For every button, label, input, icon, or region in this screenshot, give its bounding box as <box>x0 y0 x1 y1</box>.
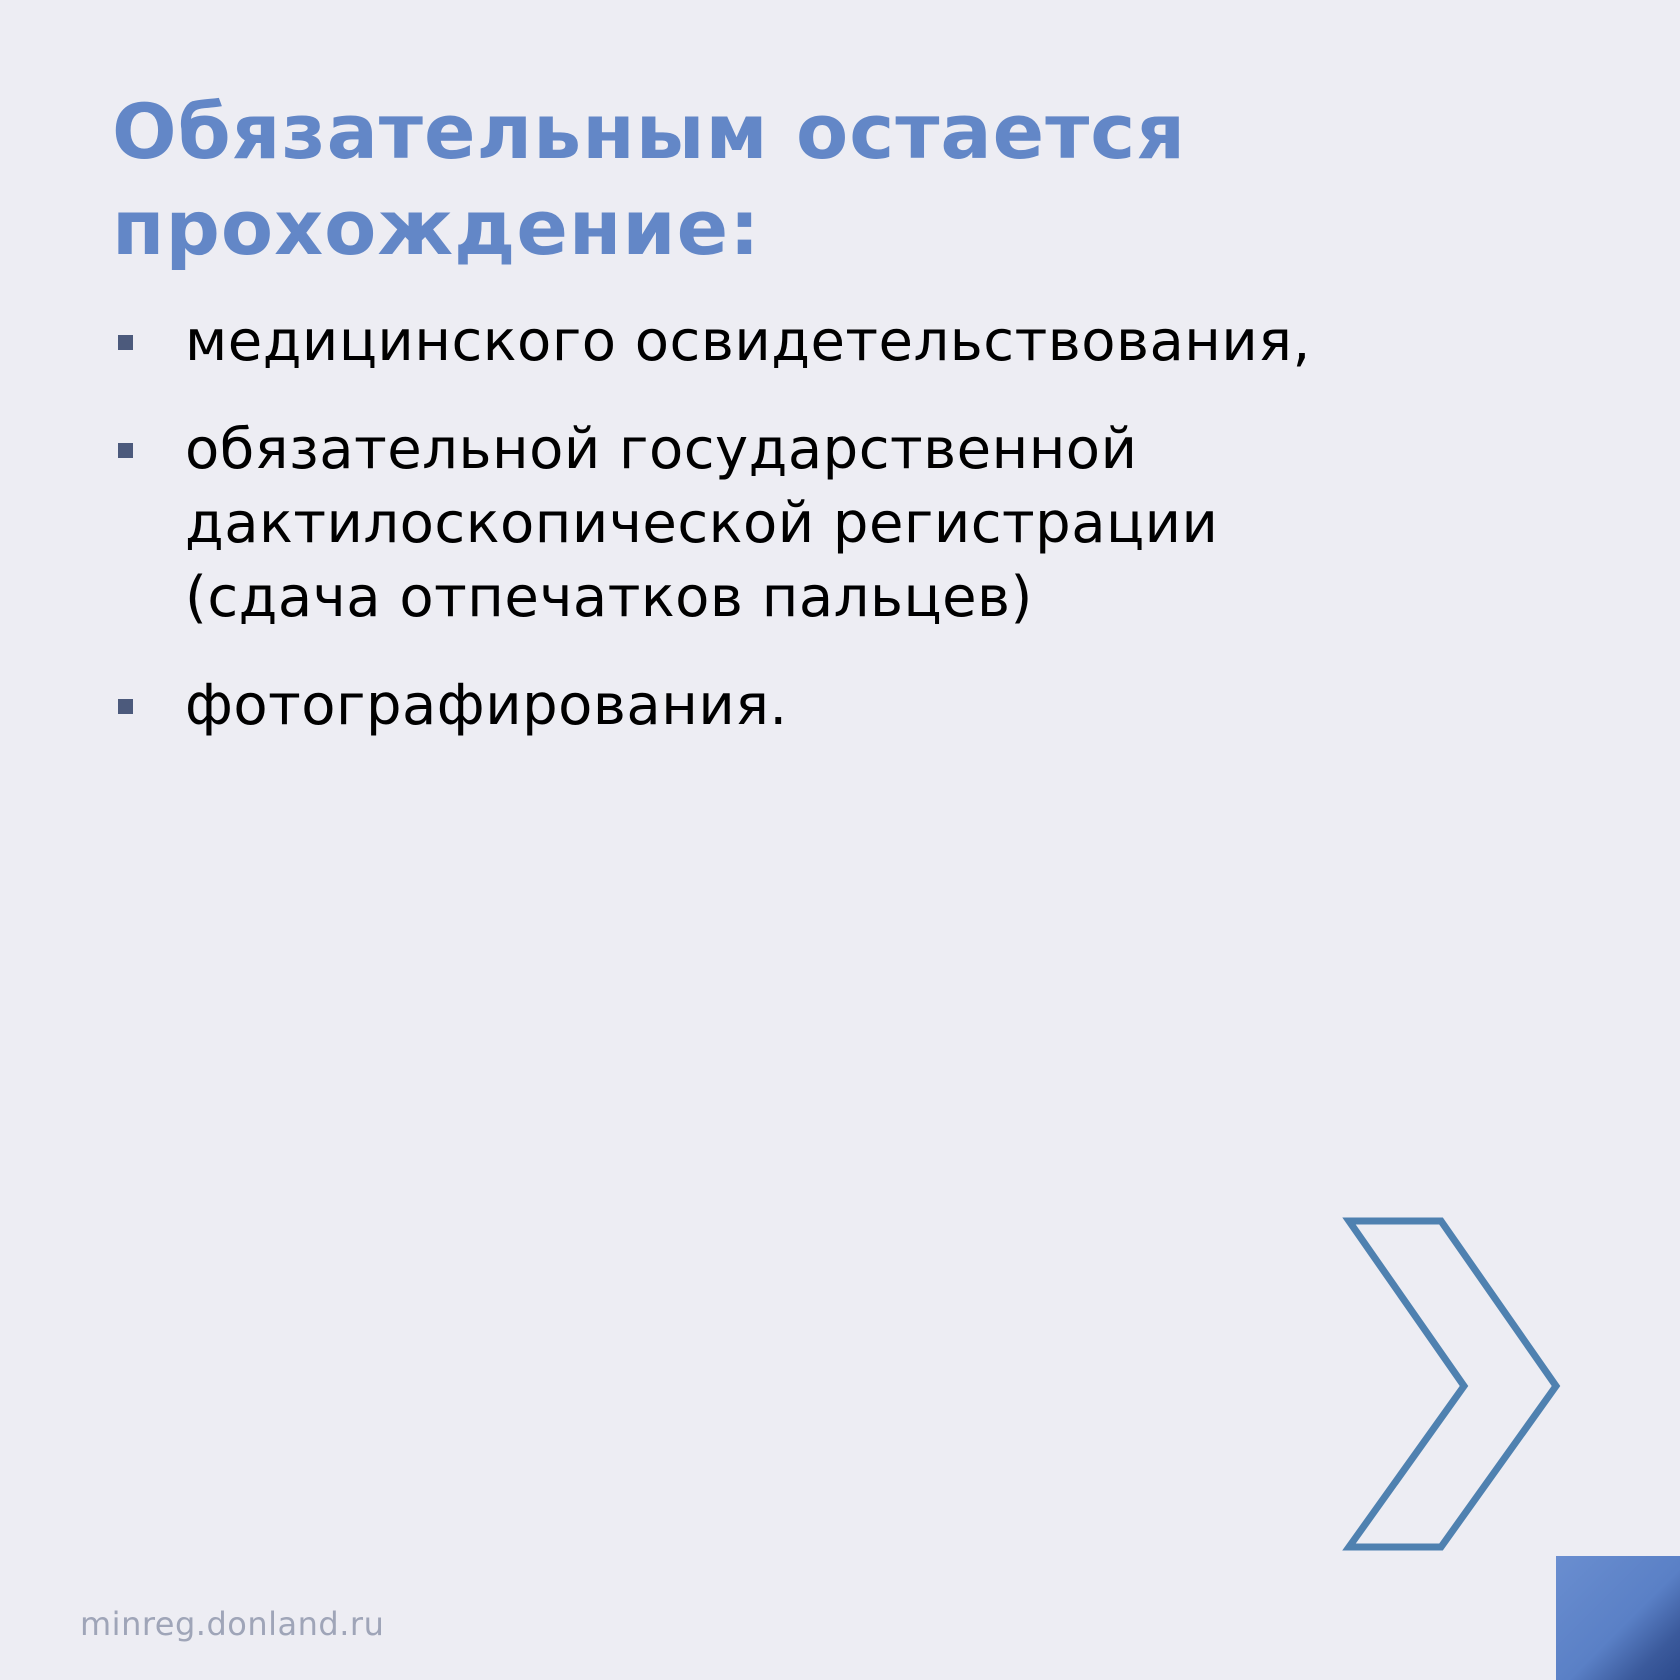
bullet-list <box>112 305 1412 777</box>
bullet-text: фотографирования. <box>185 673 788 738</box>
bullet-text: медицинского освидетельствования, <box>185 309 1311 374</box>
chevron-right-icon <box>1340 1216 1572 1552</box>
list-item <box>112 305 1412 379</box>
square-bullet-icon <box>118 335 133 350</box>
corner-decoration <box>1556 1556 1680 1680</box>
footer-site-url: minreg.donland.ru <box>80 1605 385 1643</box>
slide-title: Обязательным остается прохождение: <box>112 87 1187 272</box>
list-item <box>112 413 1412 635</box>
bullet-text: обязательной государственной дактилоскопической регистрации (сдача отпечатков пальцев) <box>185 417 1219 630</box>
square-bullet-icon <box>118 443 133 458</box>
square-bullet-icon <box>118 699 133 714</box>
list-item <box>112 669 1412 743</box>
